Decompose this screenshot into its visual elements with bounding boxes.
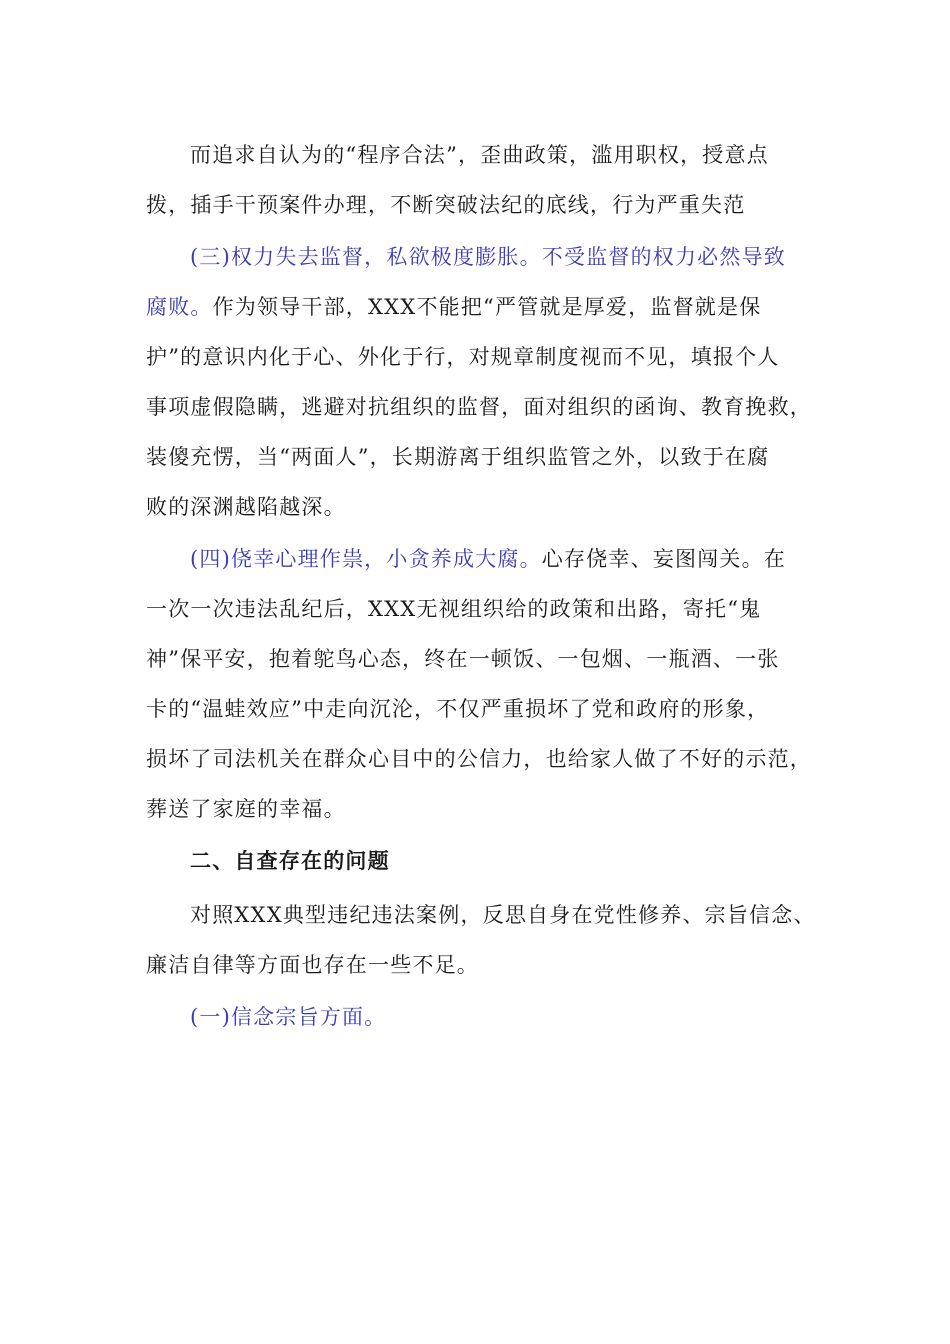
paragraph-line — [146, 292, 761, 322]
paragraph-line: 而追求自认为的“程序合法”，歪曲政策，滥用职权，授意点 — [190, 143, 769, 167]
paragraph-line: 损坏了司法机关在群众心目中的公信力，也给家人做了不好的示范， — [146, 747, 812, 771]
subheading-one: (一)信念宗旨方面。 — [190, 1005, 387, 1029]
paragraph-line: 事项虚假隐瞒，逃避对抗组织的监督，面对组织的函询、教育挽救， — [146, 395, 812, 419]
paragraph-text: 心存侥幸、妄图闯关。在 — [541, 547, 786, 571]
paragraph-line: 卡的“温蛙效应”中走向沉沦，不仅严重损坏了党和政府的形象， — [146, 697, 770, 721]
paragraph-line — [190, 544, 786, 574]
subheading-three-tail: 腐败。 — [146, 295, 213, 319]
paragraph-text: 作为领导干部，XXX不能把“严管就是厚爱，监督就是保 — [212, 295, 762, 319]
paragraph-line: 拨，插手干预案件办理，不断突破法纪的底线，行为严重失范 — [146, 193, 746, 217]
paragraph-line: 葬送了家庭的幸福。 — [146, 797, 346, 821]
subheading-three: (三)权力失去监督，私欲极度膨胀。不受监督的权力必然导致 — [190, 245, 786, 269]
paragraph-line: 廉洁自律等方面也存在一些不足。 — [146, 953, 479, 977]
paragraph-line: 一次一次违法乱纪后，XXX无视组织给的政策和出路，寄托“鬼 — [146, 597, 762, 621]
paragraph-line: 神”保平安，抱着鸵鸟心态，终在一顿饭、一包烟、一瓶酒、一张 — [146, 647, 780, 671]
subheading-four: (四)侥幸心理作祟，小贪养成大腐。 — [190, 547, 542, 571]
paragraph-line: 装傻充愣，当“两面人”，长期游离于组织监管之外，以致于在腐 — [146, 445, 770, 469]
paragraph-line: 败的深渊越陷越深。 — [146, 495, 346, 519]
paragraph-line: 护”的意识内化于心、外化于行，对规章制度视而不见，填报个人 — [146, 345, 780, 369]
section-heading: 二、自查存在的问题 — [190, 848, 390, 873]
paragraph-line: 对照XXX典型违纪违法案例，反思自身在党性修养、宗旨信念、 — [190, 903, 816, 927]
